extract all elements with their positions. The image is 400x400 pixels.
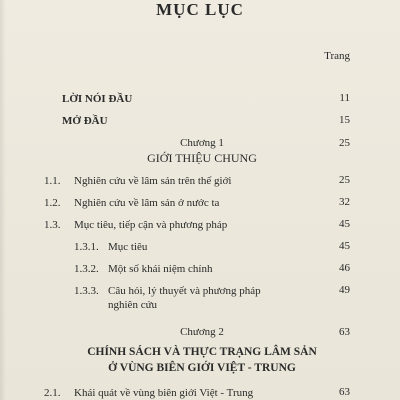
toc-entry-2-1	[44, 386, 253, 400]
toc-entry-1-3-2	[74, 262, 213, 276]
toc-page-1-3-2: 46	[339, 262, 350, 274]
toc-num: 1.3.1.	[74, 241, 99, 253]
toc-entry-introduction: MỞ ĐẦU	[62, 115, 108, 127]
toc-num: 1.2.	[44, 197, 61, 209]
chapter2-heading: Chương 2	[180, 326, 224, 338]
page-column-header: Trang	[324, 50, 350, 62]
toc-label: Câu hỏi, lý thuyết và phương pháp	[108, 285, 261, 297]
toc-entry-1-3-3	[74, 284, 261, 298]
chapter1-heading: Chương 1	[180, 137, 224, 149]
toc-label: Nghiên cứu về lâm sản trên thế giới	[74, 175, 232, 187]
chapter1-title: GIỚI THIỆU CHUNG	[147, 151, 257, 165]
toc-label: Mục tiêu	[108, 241, 148, 253]
toc-page-introduction: 15	[339, 114, 350, 126]
toc-label: Nghiên cứu về lâm sản ở nước ta	[74, 197, 220, 209]
toc-page-1-2: 32	[339, 196, 350, 208]
toc-page-2-1: 63	[339, 386, 350, 398]
toc-page-preface: 11	[339, 92, 350, 104]
toc-label: Mục tiêu, tiếp cận và phương pháp	[74, 219, 228, 231]
toc-page-1-3-1: 45	[339, 240, 350, 252]
chapter2-title-line2: Ở VÙNG BIÊN GIỚI VIỆT - TRUNG	[108, 362, 296, 374]
toc-page-1-1: 25	[339, 174, 350, 186]
toc-num: 1.1.	[44, 175, 61, 187]
toc-entry-1-3-1	[74, 240, 147, 254]
toc-page-1-3-3: 49	[339, 284, 350, 296]
toc-label-continuation: nghiên cứu	[108, 299, 158, 311]
toc-entry-1-2	[44, 196, 219, 210]
toc-label: Một số khái niệm chính	[108, 263, 213, 275]
toc-page-1-3: 45	[339, 218, 350, 230]
page-shadow	[0, 0, 6, 400]
toc-num: 1.3.	[44, 219, 61, 231]
toc-entry-1-3	[44, 218, 227, 232]
chapter1-page: 25	[339, 137, 350, 149]
toc-num: 2.1.	[44, 387, 61, 399]
page-title: MỤC LỤC	[156, 0, 244, 19]
toc-num: 1.3.2.	[74, 263, 99, 275]
toc-entry-preface: LỜI NÓI ĐẦU	[62, 93, 133, 105]
chapter2-page: 63	[339, 326, 350, 338]
chapter2-title-line1: CHÍNH SÁCH VÀ THỰC TRẠNG LÂM SẢN	[87, 346, 317, 358]
toc-label: Khái quát về vùng biên giới Việt - Trung	[74, 387, 254, 399]
toc-num: 1.3.3.	[74, 285, 99, 297]
toc-entry-1-1	[44, 174, 232, 188]
